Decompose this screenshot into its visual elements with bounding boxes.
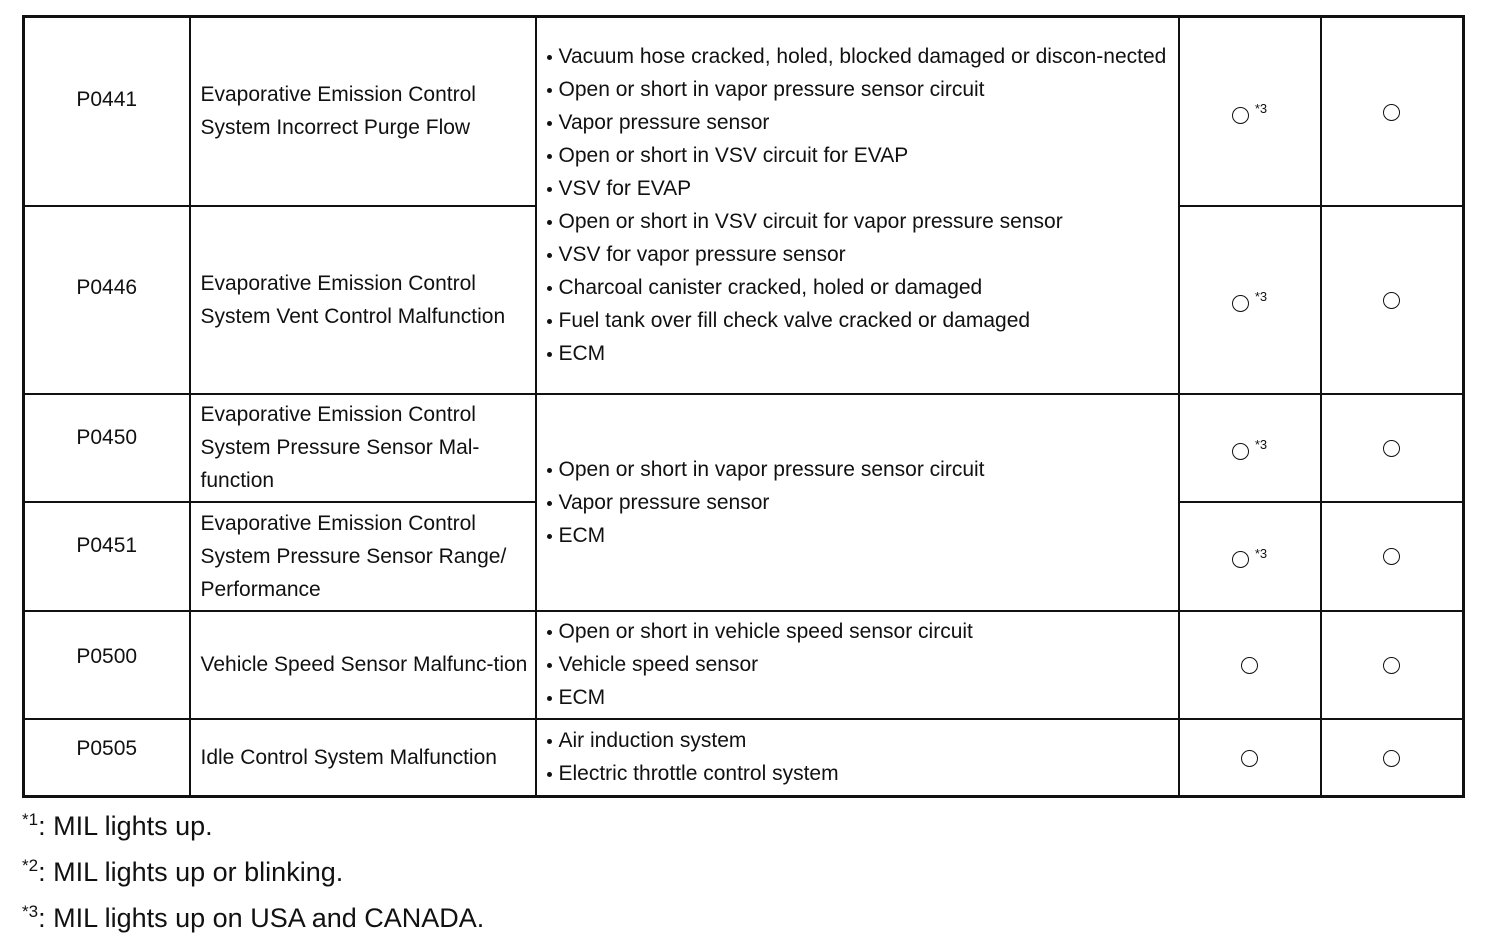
- mil-cell: [1179, 17, 1321, 206]
- circle-icon: [1232, 551, 1249, 568]
- mil-cell: [1179, 206, 1321, 394]
- list-item: Vehicle speed sensor: [545, 648, 1178, 681]
- list-item: VSV for EVAP: [545, 172, 1178, 205]
- detection-item: Vehicle Speed Sensor Malfunc-tion: [190, 611, 536, 719]
- dtc-code: P0505: [76, 736, 138, 760]
- mil-cell: [1179, 502, 1321, 611]
- footnote-ref: *3: [1254, 437, 1268, 452]
- memory-cell: [1321, 206, 1464, 394]
- footnote-text: : MIL lights up on USA and CANADA.: [38, 903, 485, 933]
- memory-cell: [1321, 719, 1464, 797]
- footnote-text: : MIL lights up or blinking.: [38, 857, 344, 887]
- memory-cell: [1321, 17, 1464, 206]
- list-item: ECM: [545, 337, 1178, 370]
- footnote-mark: *3: [22, 902, 39, 921]
- circle-icon: [1241, 657, 1258, 674]
- footnote-ref: *3: [1254, 545, 1268, 561]
- detection-item: Evaporative Emission Control System Pressure Sensor Mal-function: [190, 394, 536, 502]
- dtc-code-cell: [24, 502, 190, 611]
- trouble-area-list: [545, 615, 1178, 714]
- footnote-mark: *1: [22, 810, 39, 829]
- mil-cell: [1179, 719, 1321, 797]
- circle-icon: [1383, 440, 1400, 457]
- list-item: Electric throttle control system: [545, 757, 1178, 790]
- dtc-code: P0500: [76, 644, 138, 668]
- footnote: [22, 846, 484, 892]
- dtc-code-cell: [24, 611, 190, 719]
- table-row: [24, 611, 1464, 719]
- list-item: Open or short in vapor pressure sensor circuit: [545, 453, 1178, 486]
- list-item: Vacuum hose cracked, holed, blocked damaged or discon-nected: [545, 40, 1178, 73]
- dtc-code: P0451: [76, 533, 138, 557]
- list-item: Open or short in vapor pressure sensor circuit: [545, 73, 1178, 106]
- dtc-code-cell: [24, 719, 190, 797]
- footnotes: [22, 800, 484, 938]
- detection-item: Evaporative Emission Control System Pressure Sensor Range/ Performance: [190, 502, 536, 611]
- circle-icon: [1383, 104, 1400, 121]
- trouble-area-cell: [536, 611, 1179, 719]
- list-item: Charcoal canister cracked, holed or damaged: [545, 271, 1178, 304]
- trouble-area-cell: [536, 719, 1179, 797]
- list-item: VSV for vapor pressure sensor: [545, 238, 1178, 271]
- list-item: ECM: [545, 681, 1178, 714]
- circle-icon: [1232, 443, 1249, 460]
- memory-cell: [1321, 502, 1464, 611]
- trouble-area-list: [545, 40, 1178, 370]
- circle-icon: [1232, 107, 1249, 124]
- mil-cell: [1179, 611, 1321, 719]
- dtc-code-cell: [24, 17, 190, 206]
- footnote-ref: *3: [1254, 289, 1268, 304]
- trouble-area-cell: [536, 394, 1179, 611]
- detection-item: Evaporative Emission Control System Vent Control Malfunction: [190, 206, 536, 394]
- trouble-area-list: [545, 453, 1178, 552]
- table-row: [24, 394, 1464, 502]
- mil-cell: [1179, 394, 1321, 502]
- list-item: Vapor pressure sensor: [545, 486, 1178, 519]
- list-item: Open or short in VSV circuit for EVAP: [545, 139, 1178, 172]
- list-item: ECM: [545, 519, 1178, 552]
- dtc-code: P0450: [76, 425, 138, 449]
- list-item: Open or short in vehicle speed sensor circuit: [545, 615, 1178, 648]
- circle-icon: [1241, 750, 1258, 767]
- circle-icon: [1383, 548, 1400, 565]
- dtc-code: P0441: [76, 88, 138, 111]
- list-item: Open or short in VSV circuit for vapor pressure sensor: [545, 205, 1178, 238]
- footnote-ref: *3: [1254, 100, 1268, 116]
- footnote-mark: *2: [22, 856, 39, 875]
- list-item: Vapor pressure sensor: [545, 106, 1178, 139]
- list-item: Air induction system: [545, 724, 1178, 757]
- table-row: [24, 17, 1464, 206]
- memory-cell: [1321, 611, 1464, 719]
- dtc-code-cell: [24, 394, 190, 502]
- footnote: [22, 800, 484, 846]
- dtc-code: P0446: [76, 275, 138, 299]
- table-row: [24, 719, 1464, 797]
- circle-icon: [1383, 657, 1400, 674]
- trouble-area-cell: [536, 17, 1179, 394]
- circle-icon: [1383, 750, 1400, 767]
- memory-cell: [1321, 394, 1464, 502]
- circle-icon: [1232, 295, 1249, 312]
- dtc-code-cell: [24, 206, 190, 394]
- detection-item: Idle Control System Malfunction: [190, 719, 536, 797]
- trouble-area-list: [545, 724, 1178, 790]
- detection-item: Evaporative Emission Control System Incorrect Purge Flow: [190, 17, 536, 206]
- list-item: Fuel tank over fill check valve cracked or damaged: [545, 304, 1178, 337]
- footnote: [22, 892, 484, 938]
- circle-icon: [1383, 292, 1400, 309]
- footnote-text: : MIL lights up.: [38, 811, 213, 841]
- dtc-table: [22, 15, 1465, 798]
